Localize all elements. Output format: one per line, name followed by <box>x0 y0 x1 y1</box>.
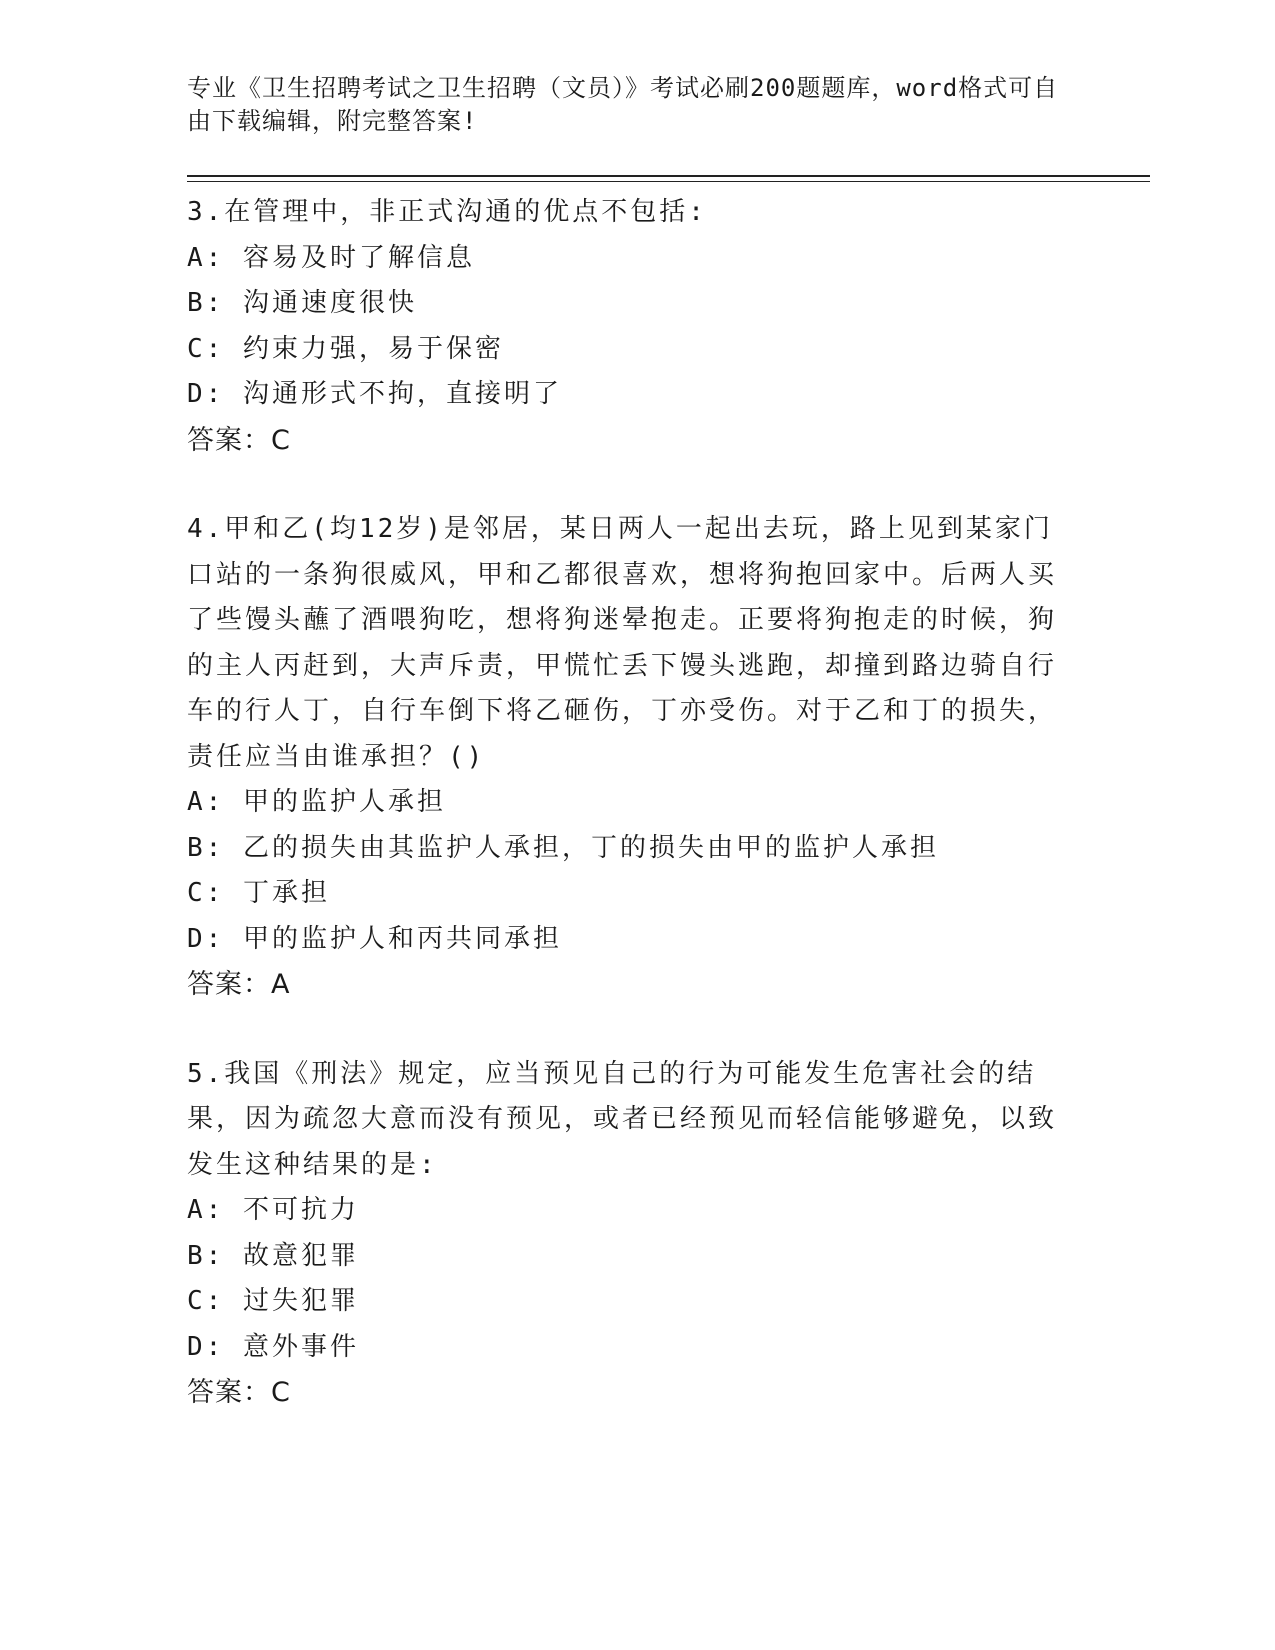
header-divider-thick <box>187 175 1150 177</box>
answer-line: 答案：C <box>187 1377 291 1408</box>
answer-line: 答案：C <box>187 424 291 456</box>
question-stem: 3.在管理中，非正式沟通的优点不包括: <box>187 197 707 227</box>
option-a: A: 容易及时了解信息 <box>187 242 475 273</box>
option-d: D: 甲的监护人和丙共同承担 <box>187 923 562 954</box>
option-b: B: 沟通速度很快 <box>187 288 417 318</box>
question-list <box>187 190 1067 1460</box>
option-c: C: 过失犯罪 <box>187 1286 359 1316</box>
header-divider-thin <box>187 181 1150 182</box>
question-4 <box>187 507 1067 1008</box>
option-c: C: 丁承担 <box>187 878 330 908</box>
option-b: B: 故意犯罪 <box>187 1240 359 1271</box>
question-stem: 4.甲和乙(均12岁)是邻居，某日两人一起出去玩，路上见到某家门口站的一条狗很威风，甲和乙都很喜欢，想将狗抱回家中。后两人买了些馒头蘸了酒喂狗吃，想将狗迷晕抱走。正要将狗抱走的时候，狗的主人丙赶到，大声斥责，甲慌忙丢下馒头逃跑，却撞到路边骑自行车的行人丁，自行车倒下将乙砸伤，丁亦受伤。对于乙和丁的损失，责任应当由谁承担？() <box>187 514 1058 772</box>
option-b: B: 乙的损失由其监护人承担，丁的损失由甲的监护人承担 <box>187 832 939 863</box>
option-d: D: 沟通形式不拘，直接明了 <box>187 379 562 409</box>
option-a: A: 不可抗力 <box>187 1195 359 1225</box>
header-intro-text: 专业《卫生招聘考试之卫生招聘（文员）》考试必刷200题题库，word格式可自由下载编辑，附完整答案! <box>187 74 1059 135</box>
option-c: C: 约束力强，易于保密 <box>187 333 504 364</box>
answer-line: 答案：A <box>187 969 291 1000</box>
question-3 <box>187 190 1067 463</box>
option-d: D: 意外事件 <box>187 1331 359 1362</box>
option-a: A: 甲的监护人承担 <box>187 787 446 817</box>
question-stem: 5.我国《刑法》规定，应当预见自己的行为可能发生危害社会的结果，因为疏忽大意而没有预见，或者已经预见而轻信能够避免，以致发生这种结果的是: <box>187 1058 1058 1180</box>
question-5 <box>187 1052 1067 1416</box>
document-header <box>187 72 1067 138</box>
